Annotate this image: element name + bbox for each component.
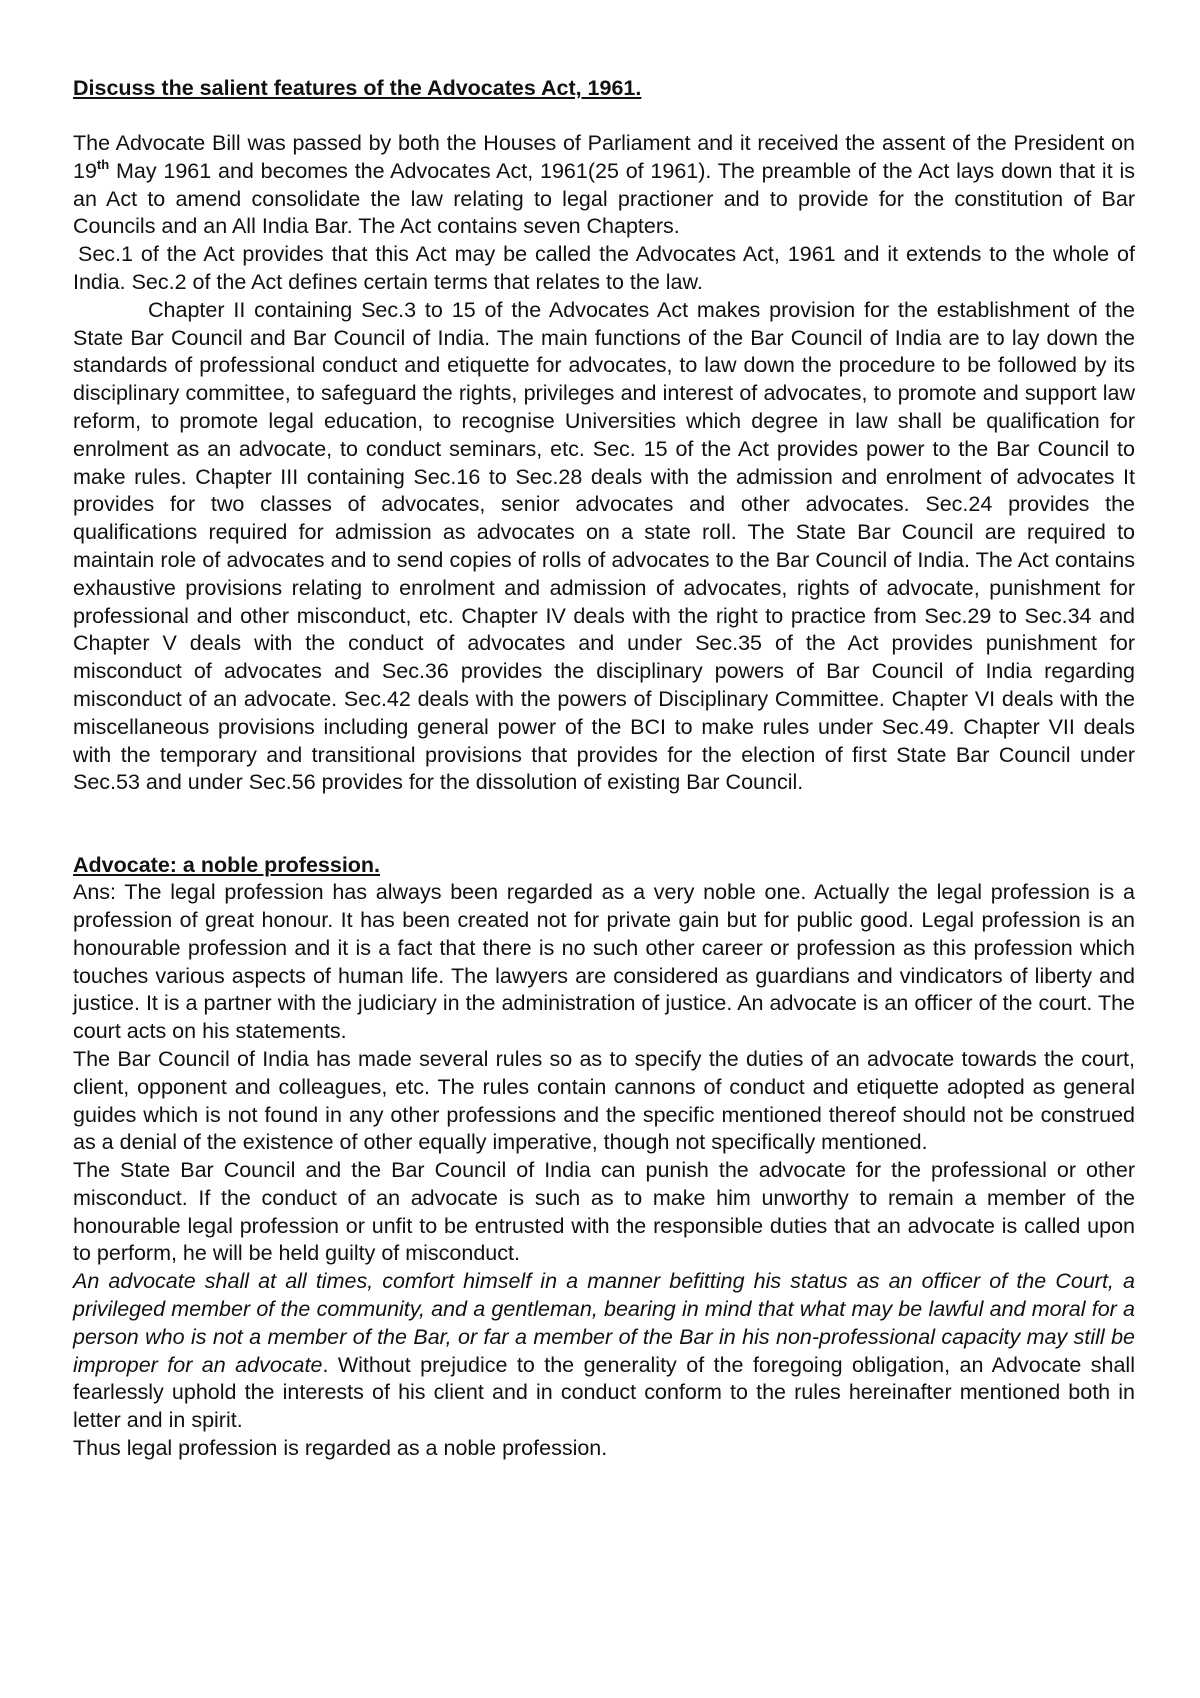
section-heading-advocates-act: Discuss the salient features of the Advocates Act, 1961. <box>73 76 642 100</box>
paragraph-conclusion: Thus legal profession is regarded as a noble profession. <box>73 1436 608 1461</box>
paragraph-advocate-conduct <box>73 1268 1135 1435</box>
paragraph-sections-1-2: Sec.1 of the Act provides that this Act may be called the Advocates Act, 1961 and it extends to the whole of India. Sec.2 of the Act defines certain terms that relates to the law. <box>73 242 1135 294</box>
paragraph-text: The Advocate Bill was passed by both the Houses of Parliament and it received the assent of the President on 19 <box>73 131 1135 183</box>
paragraph-text: . Without prejudice to the generality of the foregoing obligation, an Advocate shall fearlessly uphold the interests of his client and in conduct conform to the rules hereinafter mentioned both in letter and in spirit. <box>73 1352 1135 1433</box>
paragraph-answer-intro: Ans: The legal profession has always been regarded as a very noble one. Actually the legal profession is a profession of great honour. It has been created not for private gain but for public good. Legal profession is an honourable profession and it is a fact that there is no such other career or profession as this profession which touches various aspects of human life. The lawyers are considered as guardians and vindicators of liberty and justice. It is a partner with the judiciary in the administration of justice. An advocate is an officer of the court. The court acts on his statements. <box>73 880 1135 1044</box>
paragraph-chapters: Chapter II containing Sec.3 to 15 of the Advocates Act makes provision for the establishment of the State Bar Council and Bar Council of India. The main functions of the Bar Council of India are to lay down the standards of professional conduct and etiquette for advocates, to law down the procedure to be followed by its disciplinary committee, to safeguard the rights, privileges and interest of advocates, to promote and support law reform, to promote legal education, to recognise Universities which degree in law shall be qualification for enrolment as an advocate, to conduct seminars, etc. Sec. 15 of the Act provides power to the Bar Council to make rules. Chapter III containing Sec.16 to Sec.28 deals with the admission and enrolment of advocates It provides for two classes of advocates, senior advocates and other advocates. Sec.24 provides the qualifications required for admission as advocates on a state roll. The State Bar Council are required to maintain role of advocates and to send copies of rolls of advocates to the Bar Council of India. The Act contains exhaustive provisions relating to enrolment and admission of advocates, rights of advocate, punishment for professional and other misconduct, etc. Chapter IV deals with the right to practice from Sec.29 to Sec.34 and Chapter V deals with the conduct of advocates and under Sec.35 of the Act provides punishment for misconduct of advocates and Sec.36 provides the disciplinary powers of Bar Council of India regarding misconduct of an advocate. Sec.42 deals with the powers of Disciplinary Committee. Chapter VI deals with the miscellaneous provisions including general power of the BCI to make rules under Sec.49. Chapter VII deals with the temporary and transitional provisions that provides for the election of first State Bar Council under Sec.53 and under Sec.56 provides for the dissolution of existing Bar Council. <box>73 297 1135 795</box>
paragraph-bci-rules: The Bar Council of India has made several rules so as to specify the duties of an advocate towards the court, client, opponent and colleagues, etc. The rules contain cannons of conduct and etiquette adopted as general guides which is not found in any other professions and the specific mentioned thereof should not be construed as a denial of the existence of other equally imperative, though not specifically mentioned. <box>73 1046 1135 1155</box>
section-heading-noble-profession: Advocate: a noble profession. <box>73 853 381 878</box>
ordinal-superscript: th <box>96 156 110 172</box>
paragraph-text: May 1961 and becomes the Advocates Act, 1961(25 of 1961). The preamble of the Act lays down that it is an Act to amend consolidate the law relating to legal practioner and to provide for the constitution of Bar Councils and an All India Bar. The Act contains seven Chapters. <box>73 158 1135 239</box>
spacer <box>73 102 1135 130</box>
spacer <box>73 797 1135 851</box>
paragraph-misconduct: The State Bar Council and the Bar Council of India can punish the advocate for the professional or other misconduct. If the conduct of an advocate is such as to make him unworthy to remain a member of the honourable legal profession or unfit to be entrusted with the responsible duties that an advocate is called upon to perform, he will be held guilty of misconduct. <box>73 1158 1135 1266</box>
paragraph-advocate-bill <box>73 130 1135 241</box>
document-page <box>73 74 1135 1463</box>
quoted-rule: An advocate shall at all times, comfort himself in a manner befitting his status as an officer of the Court, a privileged member of the community, and a gentleman, bearing in mind that what may be lawful and moral for a person who is not a member of the Bar, or far a member of the Bar in his non-professional capacity may still be improper for an advocate <box>73 1269 1135 1377</box>
